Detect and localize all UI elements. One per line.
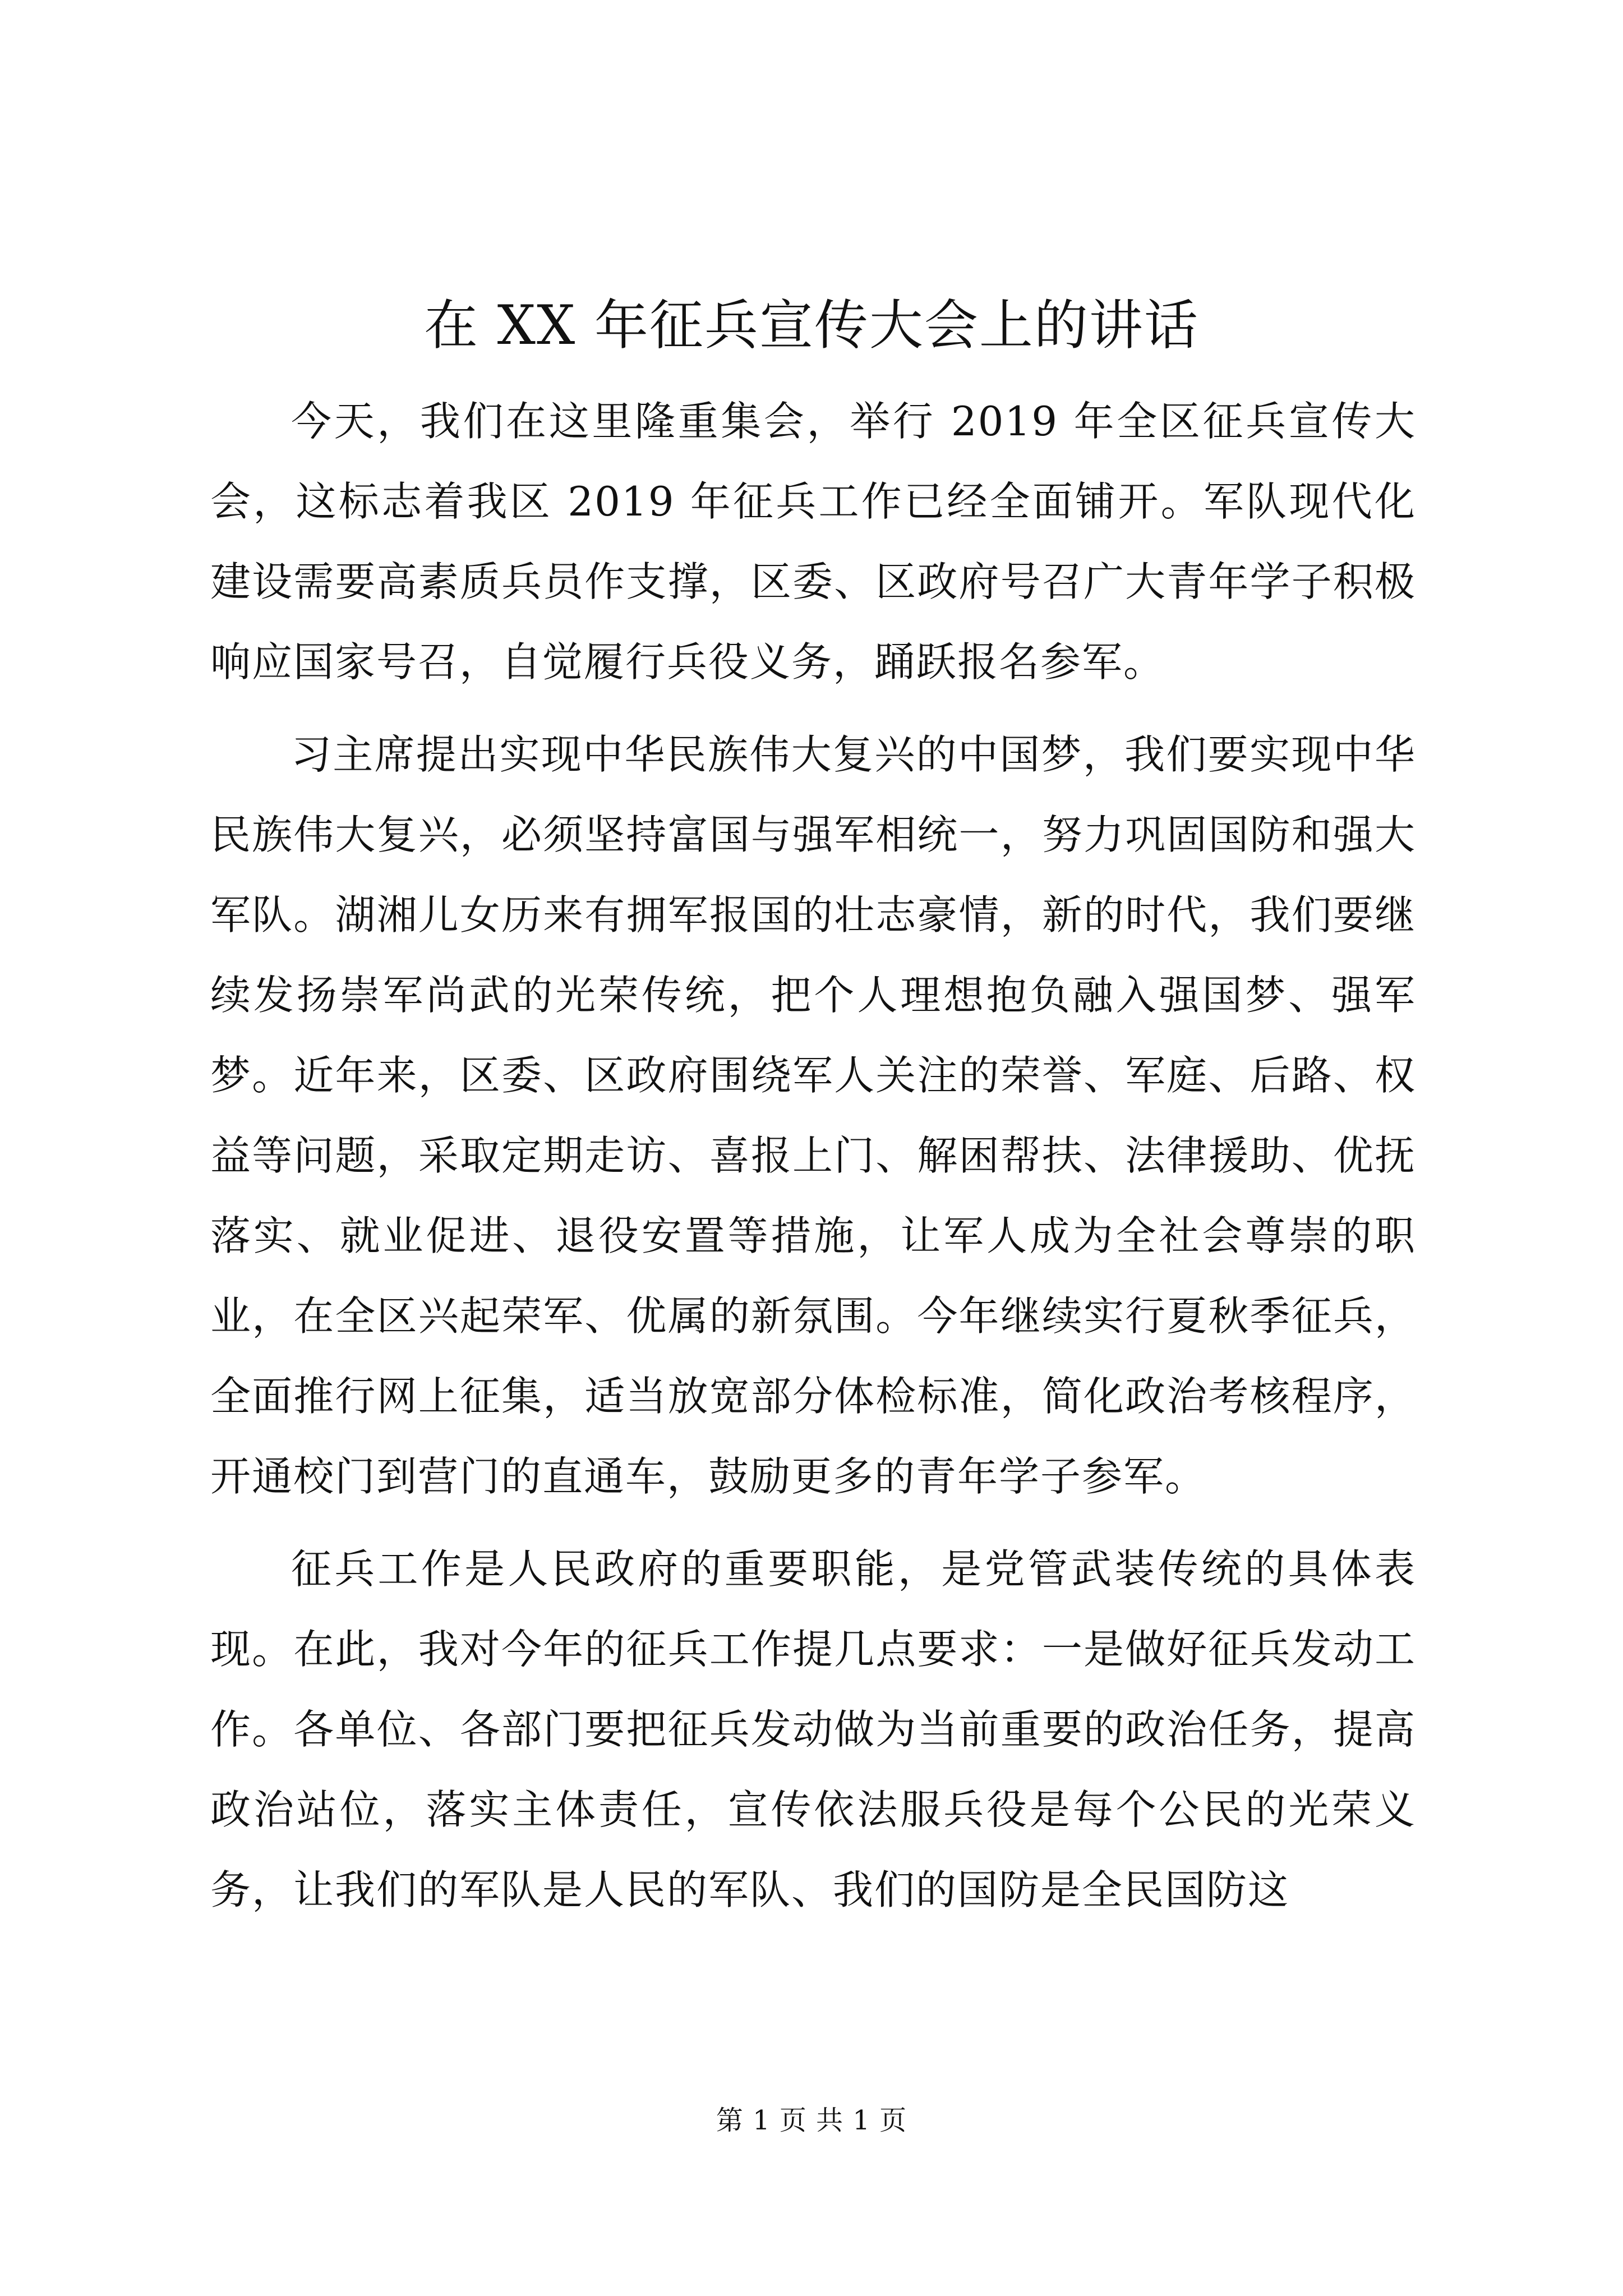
paragraph-2: 习主席提出实现中华民族伟大复兴的中国梦，我们要实现中华民族伟大复兴，必须坚持富国与强军相统一，努力巩固国防和强大军队。湖湘儿女历来有拥军报国的壮志豪情，新的时代，我们要继续发扬崇军尚武的光荣传统，把个人理想抱负融入强国梦、强军梦。近年来，区委、区政府围绕军人关注的荣誉、军庭、后路、权益等问题，采取定期走访、喜报上门、解困帮扶、法律援助、优抚落实、就业促进、退役安置等措施，让军人成为全社会尊崇的职业，在全区兴起荣军、优属的新氛围。今年继续实行夏秋季征兵，全面推行网上征集，适当放宽部分体检标准，简化政治考核程序，开通校门到营门的直通车，鼓励更多的青年学子参军。: [210, 731, 1416, 1500]
paragraph-3: 征兵工作是人民政府的重要职能，是党管武装传统的具体表现。在此，我对今年的征兵工作提几点要求：一是做好征兵发动工作。各单位、各部门要把征兵发动做为当前重要的政治任务，提高政治站位，落实主体责任，宣传依法服兵役是每个公民的光荣义务，让我们的军队是人民的军队、我们的国防是全民国防这: [210, 1545, 1416, 1913]
document-title: 在 XX 年征兵宣传大会上的讲话: [424, 294, 1199, 357]
document-body: [210, 381, 1416, 1943]
paragraph-1: 今天，我们在这里隆重集会，举行 2019 年全区征兵宣传大会，这标志着我区 2019 年征兵工作已经全面铺开。军队现代化建设需要高素质兵员作支撑，区委、区政府号召广大青年学子积极响应国家号召，自觉履行兵役义务，踊跃报名参军。: [210, 398, 1416, 685]
page-footer: 第 1 页 共 1 页: [716, 2105, 907, 2136]
